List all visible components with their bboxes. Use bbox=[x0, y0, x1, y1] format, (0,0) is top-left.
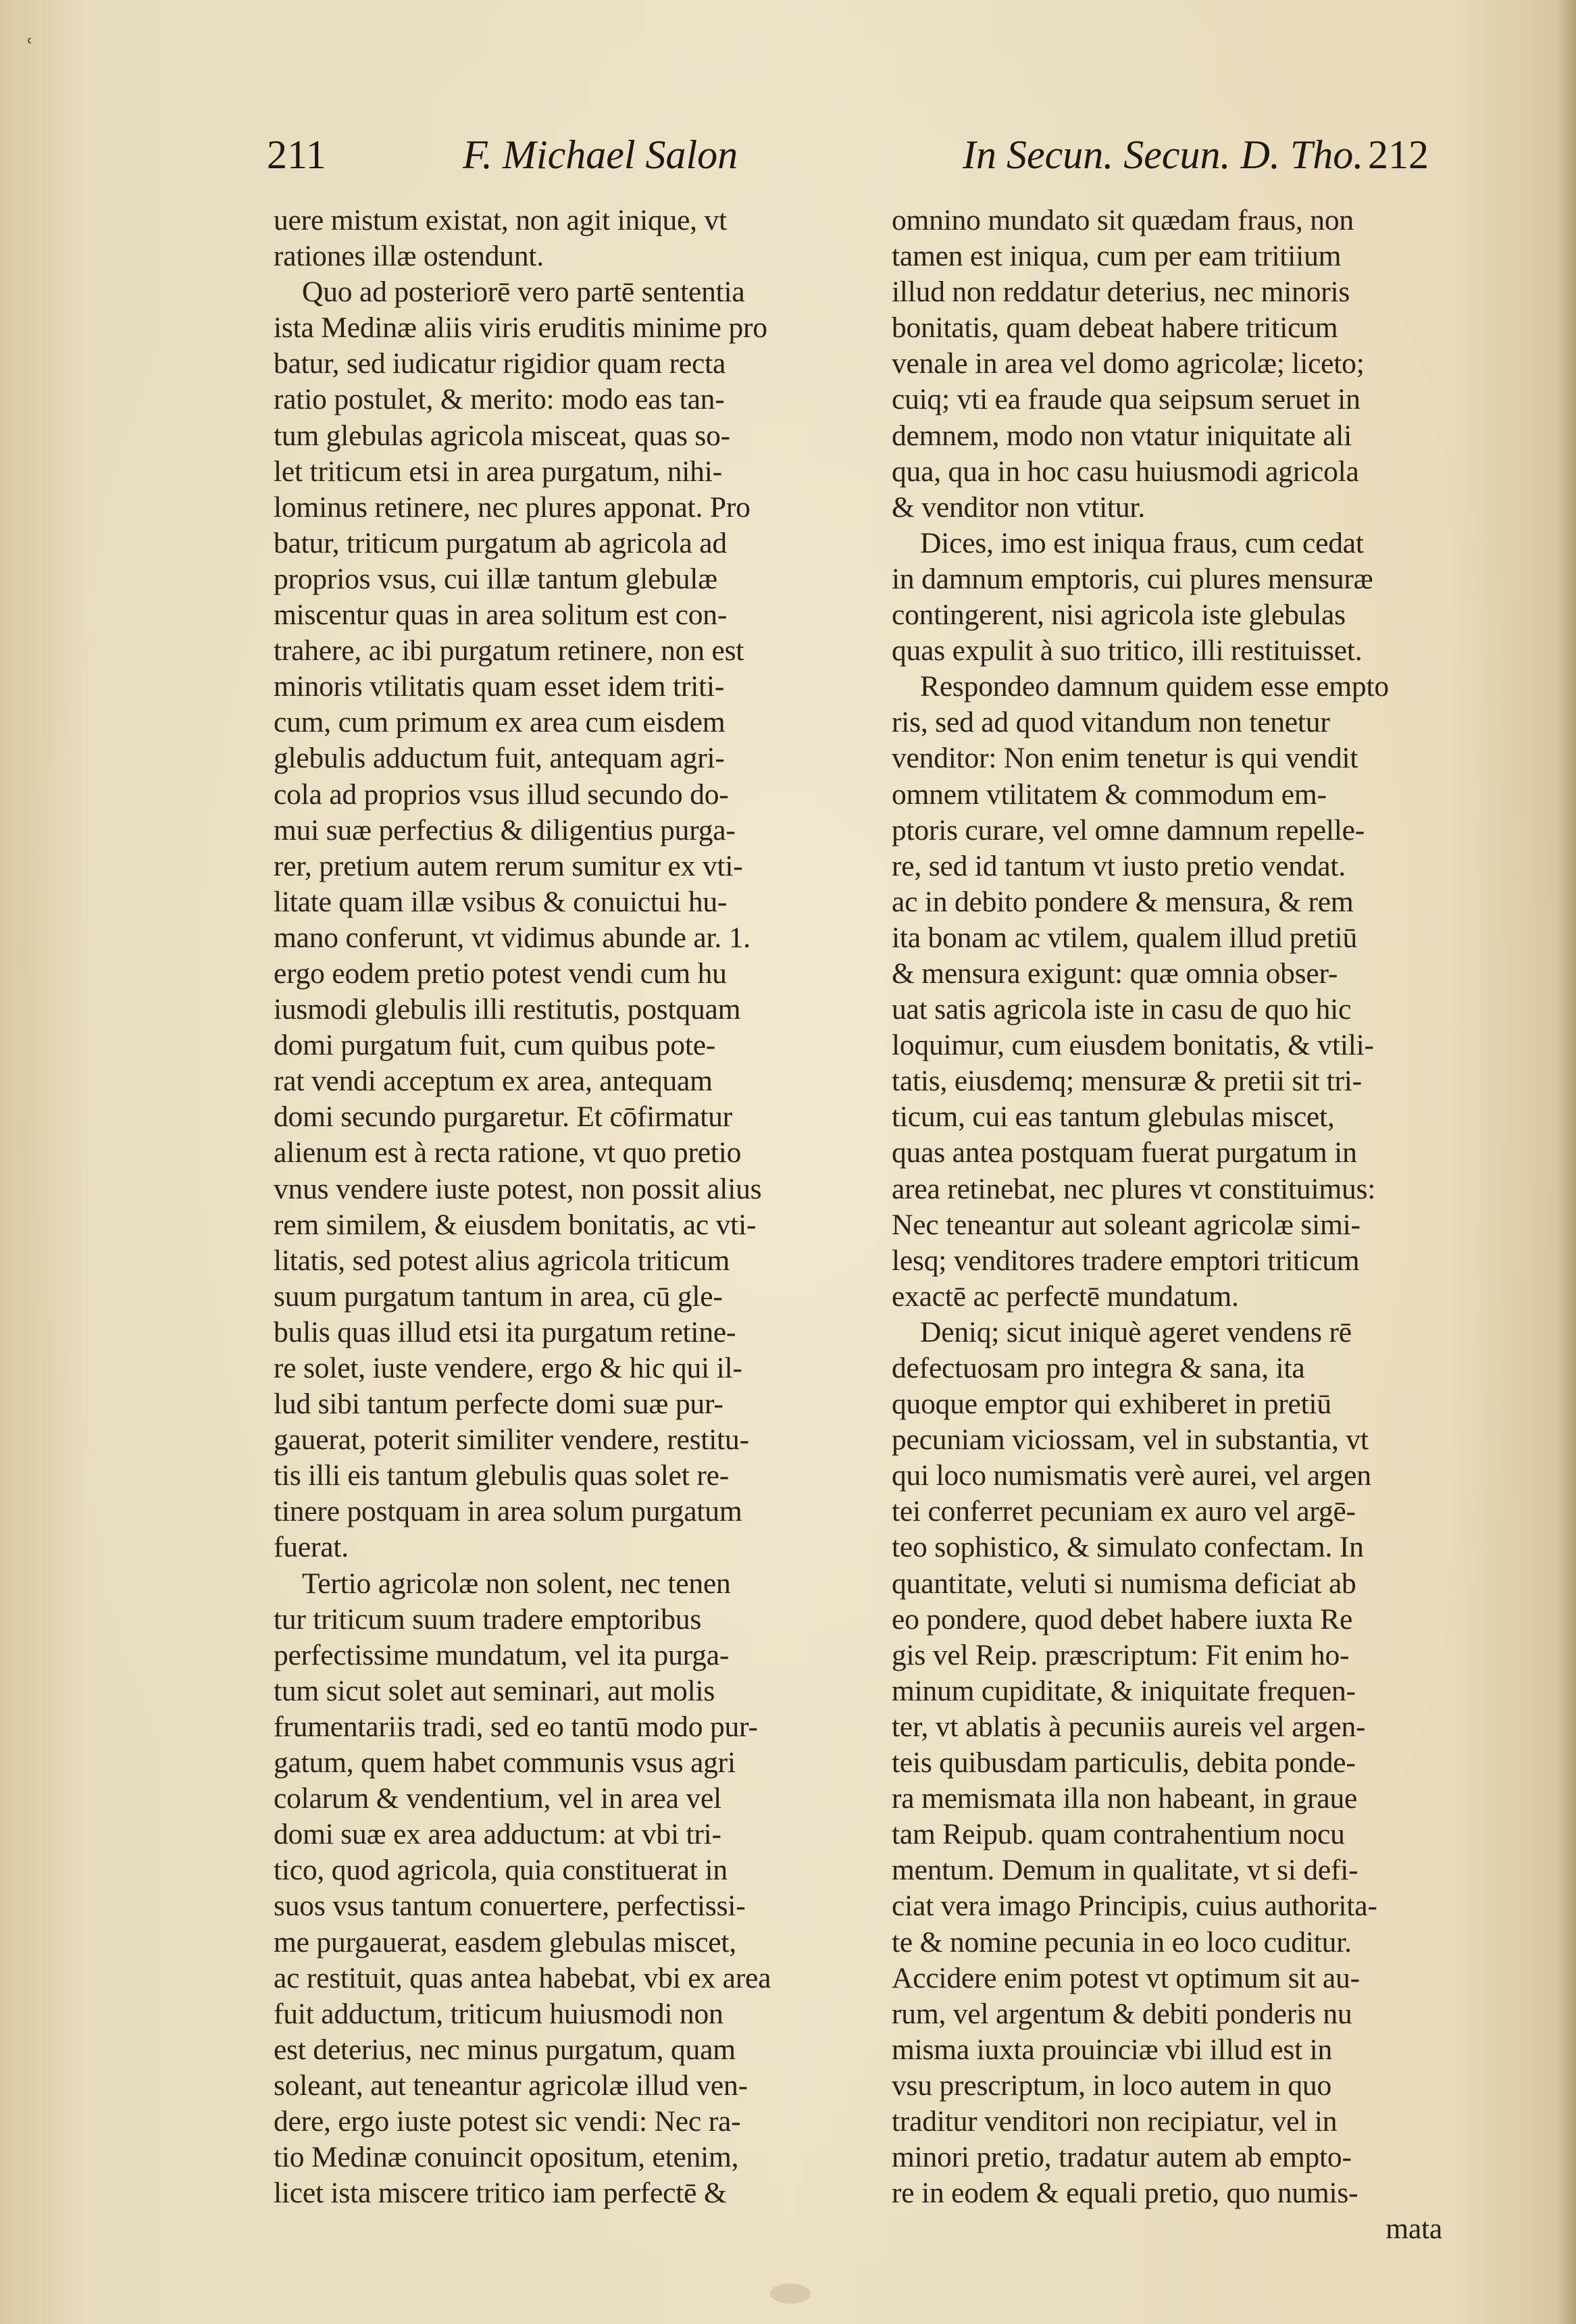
right-column-line: illud non reddatur deterius, nec minoris bbox=[892, 276, 1350, 309]
running-header bbox=[267, 132, 1429, 193]
left-column-line: fuit adductum, triticum huiusmodi non bbox=[274, 1997, 723, 2030]
text-column-left bbox=[274, 203, 834, 2211]
right-column-line: defectuosam pro integra & sana, ita bbox=[892, 1352, 1305, 1384]
left-column-line: domi purgatum fuit, cum quibus pote- bbox=[274, 1029, 716, 1062]
left-column-line: let triticum etsi in area purgatum, nihi- bbox=[274, 455, 722, 488]
left-column-line: litate quam illæ vsibus & conuictui hu- bbox=[274, 885, 728, 918]
right-column-line: Dices, imo est iniqua fraus, cum cedat bbox=[920, 526, 1364, 559]
left-column-line: tico, quod agricola, quia constituerat in bbox=[274, 1854, 728, 1887]
left-column-line: domi secundo purgaretur. Et cōfirmatur bbox=[274, 1101, 732, 1134]
left-column-line: mui suæ perfectius & diligentius purga- bbox=[274, 813, 736, 847]
right-column-line: area retinebat, nec plures vt constituimus: bbox=[892, 1172, 1376, 1205]
left-column-line: iusmodi glebulis illi restitutis, postquam bbox=[274, 993, 741, 1026]
left-column-line: litatis, sed potest alius agricola triticum bbox=[274, 1244, 730, 1277]
page-edge-shadow bbox=[1557, 0, 1576, 2324]
left-column-line: soleant, aut teneantur agricolæ illud ven- bbox=[274, 2069, 748, 2102]
left-column-line: gauerat, poterit similiter vendere, restitu- bbox=[274, 1423, 749, 1457]
left-column-line: ista Medinæ aliis viris eruditis minime pro bbox=[274, 311, 767, 345]
left-column-line: licet ista miscere tritico iam perfectē & bbox=[274, 2177, 727, 2210]
right-column-line: omnem vtilitatem & commodum em- bbox=[892, 778, 1327, 811]
left-column-line: rem similem, & eiusdem bonitatis, ac vti- bbox=[274, 1208, 757, 1241]
left-column-line: trahere, ac ibi purgatum retinere, non est bbox=[274, 634, 744, 667]
right-column-line: ra memismata illa non habeant, in graue bbox=[892, 1782, 1358, 1815]
left-column-line: uere mistum existat, non agit inique, vt bbox=[274, 204, 727, 236]
page-number-left: 211 bbox=[267, 132, 326, 177]
left-column-line: suos vsus tantum conuertere, perfectissi- bbox=[274, 1890, 746, 1923]
left-column-line: fuerat. bbox=[274, 1531, 349, 1564]
right-column-line: vsu prescriptum, in loco autem in quo bbox=[892, 2069, 1332, 2102]
header-title-left: F. Michael Salon bbox=[463, 132, 738, 177]
left-column-line: vnus vendere iuste potest, non possit alius bbox=[274, 1172, 762, 1205]
right-column-line: & mensura exigunt: quæ omnia obser- bbox=[892, 957, 1338, 990]
right-column-line: lesq; venditores tradere emptori triticum bbox=[892, 1244, 1360, 1277]
left-column-line: tis illi eis tantum glebulis quas solet re- bbox=[274, 1459, 730, 1492]
left-column-line: rat vendi acceptum ex area, antequam bbox=[274, 1065, 713, 1098]
left-column-line: batur, sed iudicatur rigidior quam recta bbox=[274, 347, 726, 380]
right-column-line: tei conferret pecuniam ex auro vel argē- bbox=[892, 1495, 1356, 1528]
left-column-line: tio Medinæ conuincit opositum, etenim, bbox=[274, 2141, 739, 2174]
left-column-line: dere, ergo iuste potest sic vendi: Nec ra- bbox=[274, 2104, 741, 2138]
left-column-line: tinere postquam in area solum purgatum bbox=[274, 1495, 742, 1528]
right-column-line: quantitate, veluti si numisma deficiat ab bbox=[892, 1567, 1356, 1600]
right-column-line: venditor: Non enim tenetur is qui vendit bbox=[892, 742, 1358, 775]
left-column-line: gatum, quem habet communis vsus agri bbox=[274, 1746, 736, 1779]
right-column-line: teis quibusdam particulis, debita ponde- bbox=[892, 1746, 1356, 1779]
left-column-line: tum sicut solet aut seminari, aut molis bbox=[274, 1674, 715, 1707]
left-column-line: ergo eodem pretio potest vendi cum hu bbox=[274, 957, 727, 990]
left-column-line: re solet, iuste vendere, ergo & hic qui il- bbox=[274, 1352, 742, 1384]
right-column-line: contingerent, nisi agricola iste glebulas bbox=[892, 599, 1346, 632]
left-column-line: Tertio agricolæ non solent, nec tenen bbox=[302, 1567, 731, 1600]
left-column-line: cum, cum primum ex area cum eisdem bbox=[274, 706, 726, 739]
left-column-line: est deterius, nec minus purgatum, quam bbox=[274, 2033, 736, 2066]
header-title-right: In Secun. Secun. D. Tho. bbox=[963, 132, 1364, 177]
ink-smudge bbox=[770, 2283, 811, 2304]
right-column-line: ticum, cui eas tantum glebulas miscet, bbox=[892, 1101, 1335, 1134]
left-column-line: rationes illæ ostendunt. bbox=[274, 240, 544, 273]
right-column-line: tamen est iniqua, cum per eam tritiium bbox=[892, 240, 1342, 273]
right-column-line: teo sophistico, & simulato confectam. In bbox=[892, 1531, 1364, 1564]
right-column-line: Accidere enim potest vt optimum sit au- bbox=[892, 1961, 1360, 1994]
right-column-line: misma iuxta prouinciæ vbi illud est in bbox=[892, 2033, 1333, 2066]
left-column-line: perfectissime mundatum, vel ita purga- bbox=[274, 1638, 730, 1671]
left-column-line: miscentur quas in area solitum est con- bbox=[274, 599, 728, 632]
left-column-line: ac restituit, quas antea habebat, vbi ex area bbox=[274, 1961, 771, 1994]
left-column-line: suum purgatum tantum in area, cū gle- bbox=[274, 1280, 723, 1313]
right-column-line: ciat vera imago Principis, cuius authorita- bbox=[892, 1890, 1377, 1923]
ink-mark: ʿ bbox=[24, 33, 34, 66]
left-column-line: tur triticum suum tradere emptoribus bbox=[274, 1602, 702, 1636]
right-column-line: te & nomine pecunia in eo loco cuditur. bbox=[892, 1925, 1352, 1959]
right-column-line: uat satis agricola iste in casu de quo hic bbox=[892, 993, 1352, 1026]
right-column-line: re, sed id tantum vt iusto pretio vendat. bbox=[892, 849, 1346, 882]
right-column-line: quas antea postquam fuerat purgatum in bbox=[892, 1136, 1357, 1169]
right-column-line: ter, vt ablatis à pecuniis aureis vel argen- bbox=[892, 1710, 1366, 1743]
right-column-line: gis vel Reip. præscriptum: Fit enim ho- bbox=[892, 1638, 1350, 1671]
right-column-line: ris, sed ad quod vitandum non tenetur bbox=[892, 706, 1330, 739]
right-column-line: Respondeo damnum quidem esse empto bbox=[920, 670, 1389, 703]
right-column-line: cuiq; vti ea fraude qua seipsum seruet in bbox=[892, 383, 1361, 416]
right-column-line: qua, qua in hoc casu huiusmodi agricola bbox=[892, 455, 1359, 488]
right-column-line: ptoris curare, vel omne damnum repelle- bbox=[892, 813, 1365, 847]
right-column-line: demnem, modo non vtatur iniquitate ali bbox=[892, 419, 1352, 452]
text-column-right bbox=[892, 203, 1442, 2247]
right-column-line: venale in area vel domo agricolæ; liceto; bbox=[892, 347, 1365, 380]
left-column-line: proprios vsus, cui illæ tantum glebulæ bbox=[274, 562, 717, 595]
left-column-line: batur, triticum purgatum ab agricola ad bbox=[274, 526, 727, 559]
right-column-line: tam Reipub. quam contrahentium nocu bbox=[892, 1818, 1345, 1851]
right-column-line: tatis, eiusdemq; mensuræ & pretii sit tri- bbox=[892, 1065, 1362, 1098]
right-column-line: mata bbox=[1386, 2213, 1442, 2246]
right-column-line: Deniq; sicut iniquè ageret vendens rē bbox=[920, 1315, 1352, 1348]
left-column-line: colarum & vendentium, vel in area vel bbox=[274, 1782, 721, 1815]
left-column-line: rer, pretium autem rerum sumitur ex vti- bbox=[274, 849, 743, 882]
left-column-line: ratio postulet, & merito: modo eas tan- bbox=[274, 383, 725, 416]
left-column-line: Quo ad posteriorē vero partē sententia bbox=[302, 276, 745, 309]
left-column-line: bulis quas illud etsi ita purgatum retine- bbox=[274, 1315, 736, 1348]
right-column-line: & venditor non vtitur. bbox=[892, 490, 1145, 524]
right-column-line: minori pretio, tradatur autem ab empto- bbox=[892, 2141, 1352, 2174]
left-column-line: me purgauerat, easdem glebulas miscet, bbox=[274, 1925, 736, 1959]
page-number-right: 212 bbox=[1368, 132, 1429, 177]
right-column-line: ac in debito pondere & mensura, & rem bbox=[892, 885, 1354, 918]
right-column-line: exactē ac perfectē mundatum. bbox=[892, 1280, 1239, 1313]
left-column-line: glebulis adductum fuit, antequam agri- bbox=[274, 742, 725, 775]
left-column-line: domi suæ ex area adductum: at vbi tri- bbox=[274, 1818, 721, 1851]
right-column-line: bonitatis, quam debeat habere triticum bbox=[892, 311, 1338, 345]
right-column-line: in damnum emptoris, cui plures mensuræ bbox=[892, 562, 1373, 595]
right-column-line: loquimur, cum eiusdem bonitatis, & vtili- bbox=[892, 1029, 1374, 1062]
left-column-line: lud sibi tantum perfecte domi suæ pur- bbox=[274, 1388, 723, 1421]
right-column-line: rum, vel argentum & debiti ponderis nu bbox=[892, 1997, 1352, 2030]
left-column-line: alienum est à recta ratione, vt quo pretio bbox=[274, 1136, 742, 1169]
right-column-line: re in eodem & equali pretio, quo numis- bbox=[892, 2177, 1358, 2210]
right-column-line: pecuniam viciossam, vel in substantia, vt bbox=[892, 1423, 1369, 1457]
right-column-line: traditur venditori non recipiatur, vel in bbox=[892, 2104, 1338, 2138]
left-column-line: tum glebulas agricola misceat, quas so- bbox=[274, 419, 730, 452]
right-column-line: ita bonam ac vtilem, qualem illud pretiū bbox=[892, 921, 1358, 954]
left-column-line: mano conferunt, vt vidimus abunde ar. 1. bbox=[274, 921, 751, 954]
left-column-line: frumentariis tradi, sed eo tantū modo pur- bbox=[274, 1710, 758, 1743]
right-column-line: minum cupiditate, & iniquitate frequen- bbox=[892, 1674, 1356, 1707]
left-column-line: lominus retinere, nec plures apponat. Pro bbox=[274, 490, 751, 524]
left-column-line: cola ad proprios vsus illud secundo do- bbox=[274, 778, 729, 811]
left-column-line: minoris vtilitatis quam esset idem triti- bbox=[274, 670, 725, 703]
right-column-line: mentum. Demum in qualitate, vt si defi- bbox=[892, 1854, 1358, 1887]
right-column-line: omnino mundato sit quædam fraus, non bbox=[892, 204, 1354, 236]
right-column-line: eo pondere, quod debet habere iuxta Re bbox=[892, 1602, 1353, 1636]
right-column-line: Nec teneantur aut soleant agricolæ simi- bbox=[892, 1208, 1361, 1241]
right-column-line: quoque emptor qui exhiberet in pretiū bbox=[892, 1388, 1331, 1421]
right-column-line: qui loco numismatis verè aurei, vel argen bbox=[892, 1459, 1371, 1492]
right-column-line: quas expulit à suo tritico, illi restituisset. bbox=[892, 634, 1363, 667]
